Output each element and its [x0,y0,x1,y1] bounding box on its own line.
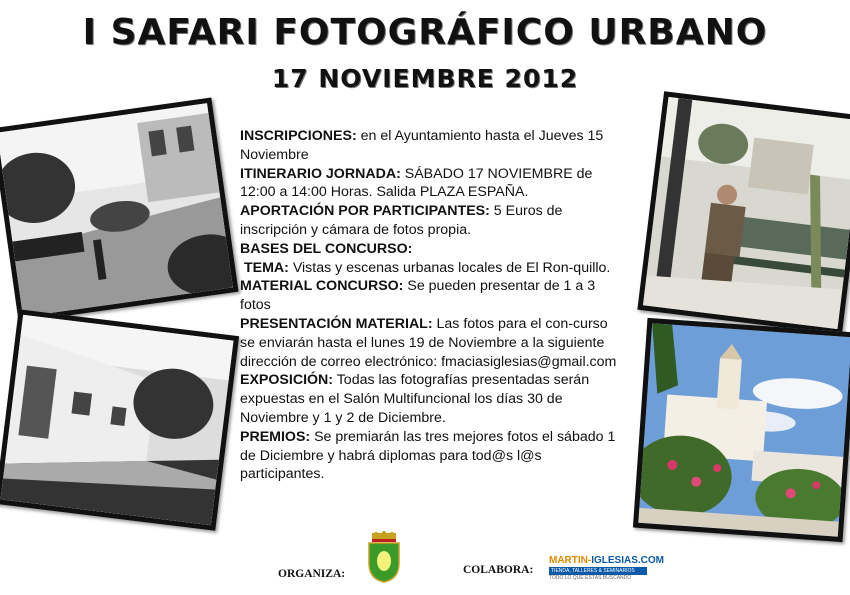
info-exposicion: EXPOSICIÓN: Todas las fotografías presentadas serán expuestas en el Salón Multifuncional los días 30 de Noviembre y 1 y 2 de Diciembre. [240,372,590,426]
info-bases: BASES DEL CONCURSO: [240,240,413,257]
sponsor-logo-tagline: TIENDA, TALLERES & SEMINARIOS [549,567,647,575]
info-material: MATERIAL CONCURSO: Se pueden presentar de 1 a 3 fotos [240,278,596,314]
photo-plaza [0,98,239,323]
town-coat-of-arms-icon [364,531,404,583]
organiza-label: ORGANIZA: [278,568,346,580]
sponsor-logo [549,555,665,583]
photo-church [633,318,850,542]
photo-street [0,309,239,531]
info-tema: TEMA: Vistas y escenas urbanas locales de El Ron-quillo. [240,259,611,276]
info-inscripciones: INSCRIPCIONES: en el Ayuntamiento hasta el Jueves 15 Noviembre [240,128,604,163]
poster-date: 17 NOVIEMBRE 2012 [271,64,579,93]
info-aportacion: APORTACIÓN POR PARTICIPANTES: 5 Euros de inscripción y cámara de fotos propia. [240,203,563,238]
colabora-label: COLABORA: [463,564,534,576]
photo-bench [637,91,850,334]
info-text [240,127,622,484]
sponsor-logo-slogan: TODO LO QUE ESTÁS BUSCANDO [549,575,632,581]
info-itinerario: ITINERARIO JORNADA: SÁBADO 17 NOVIEMBRE de 12:00 a 14:00 Horas. Salida PLAZA ESPAÑA. [240,165,593,201]
info-premios: PREMIOS: Se premiarán las tres mejores fotos el sábado 1 de Diciembre y habrá diplomas para tod@s l@s participantes. [240,428,616,483]
sponsor-logo-brand: MARTIN-IGLESIAS.COM [549,555,665,566]
info-presentacion: PRESENTACIÓN MATERIAL: Las fotos para el con-curso se enviarán hasta el lunes 19 de Noviembre a la siguiente dirección de correo electrónico: fmaciasiglesias@gmail.com [240,315,617,370]
poster-title: I SAFARI FOTOGRÁFICO URBANO [82,12,768,53]
